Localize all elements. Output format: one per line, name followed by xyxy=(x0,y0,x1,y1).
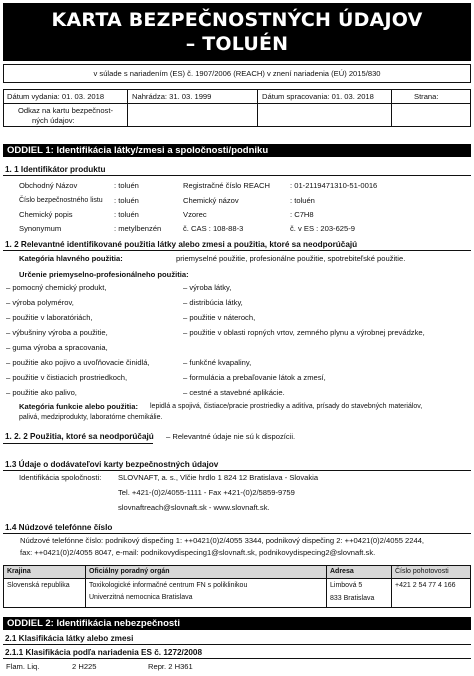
s12-main-category-label: Kategória hlavného použitia: xyxy=(19,254,123,263)
s12-main-category-value: priemyselné použitie, profesionálne použitie, spotrebiteľské použitie. xyxy=(176,254,406,263)
s11-row-label: č. CAS : 108-88-3 xyxy=(183,224,244,233)
use-item-right: – cestné a stavebné aplikácie. xyxy=(183,388,285,397)
s12-function-label: Kategória funkcie alebo použitia: xyxy=(19,402,138,411)
use-item-right: – použitie v oblasti ropných vrtov, zemného plynu a výrobnej prevádzke, xyxy=(183,328,425,337)
s11-row-label: Číslo bezpečnostného listu xyxy=(19,197,103,204)
s12-heading: 1. 2 Relevantné identifikované použitia látky alebo zmesi a použitia, ktoré sa neodporúčajú xyxy=(5,240,358,249)
s11-row-value: : toluén xyxy=(114,196,139,205)
s11-row-value: : toluén xyxy=(114,181,139,190)
s11-row-label: Registračné číslo REACH xyxy=(183,181,270,190)
s11-row-label: Chemický popis xyxy=(19,210,73,219)
use-item-left: – použitie ako palivo, xyxy=(6,388,77,397)
use-item-right: – distribúcia látky, xyxy=(183,298,243,307)
table-header-org: Oficiálny poradný orgán xyxy=(89,568,170,575)
s122-heading: 1. 2. 2 Použitia, ktoré sa neodporúčajú xyxy=(5,432,154,441)
section-2-heading: ODDIEL 2: Identifikácia nebezpečnosti xyxy=(3,617,471,630)
issue-date: Dátum vydania: 01. 03. 2018 xyxy=(7,92,105,101)
ref-label-2: ných údajov: xyxy=(32,116,75,125)
replaces-date: Nahrádza: 31. 03. 1999 xyxy=(132,92,212,101)
s13-company-line-2: Tel. +421-(0)2/4055-1111 - Fax +421-(0)2/5859-9759 xyxy=(118,488,295,497)
s11-row-value: : 01-2119471310-51-0016 xyxy=(290,181,378,190)
s11-heading-text: 1. 1 Identifikátor produktu xyxy=(5,165,106,174)
use-item-left: – použitie ako pojivo a uvoľňovacie činidlá, xyxy=(6,358,150,367)
processed-date: Dátum spracovania: 01. 03. 2018 xyxy=(262,92,374,101)
s12-function-value-1: lepidlá a spojivá, čistiace/pracie prostriedky a aditíva, prísady do stavebných materiálov, xyxy=(150,403,423,410)
use-item-right: – formulácia a prebaľovanie látok a zmesí, xyxy=(183,373,326,382)
s11-row-label: Vzorec xyxy=(183,210,207,219)
document-title-line-2: – TOLUÉN xyxy=(185,33,289,55)
document-title-bar xyxy=(3,3,471,61)
table-cell-org-1: Toxikologické informačné centrum FN s poliklinikou xyxy=(89,582,248,589)
table-header-country: Krajina xyxy=(7,568,31,575)
hazard-class-2: Repr. 2 H361 xyxy=(148,662,193,671)
s11-row-value: : C7H8 xyxy=(290,210,314,219)
table-cell-phone: +421 2 54 77 4 166 xyxy=(395,582,456,589)
use-item-left: – pomocný chemický produkt, xyxy=(6,283,107,292)
hazard-class: Flam. Liq. xyxy=(6,662,40,671)
table-cell-org-2: Univerzitná nemocnica Bratislava xyxy=(89,594,193,601)
s11-row-value: č. v ES : 203-625-9 xyxy=(290,224,356,233)
s11-row-value: : metylbenzén xyxy=(114,224,162,233)
use-item-left: – výbušniny výroba a použitie, xyxy=(6,328,108,337)
table-header-phone: Číslo pohotovosti xyxy=(395,568,449,575)
use-item-left: – použitie v čistiacich prostriedkoch, xyxy=(6,373,128,382)
s211-heading: 2.1.1 Klasifikácia podľa nariadenia ES č. 1272/2008 xyxy=(5,648,203,657)
s12-function-value-2: palivá, medziprodukty, laboratórne chemikálie. xyxy=(19,414,163,421)
table-cell-country: Slovenská republika xyxy=(7,582,70,589)
s13-company-line-1: SLOVNAFT, a. s., Vlčie hrdlo 1 824 12 Bratislava - Slovakia xyxy=(118,473,319,482)
s11-row-label: Chemický názov xyxy=(183,196,239,205)
s11-heading xyxy=(5,165,106,174)
s21-heading: 2.1 Klasifikácia látky alebo zmesi xyxy=(5,634,134,643)
s11-row-label: Synonymum xyxy=(19,224,62,233)
table-cell-address-1: Limbová 5 xyxy=(330,582,363,589)
s11-row-value: : toluén xyxy=(114,210,139,219)
use-item-left: – guma výroba a spracovania, xyxy=(6,343,108,352)
s14-emergency-line-1: Núdzové telefónne číslo: podnikový dispečing 1: ++0421(0)2/4055 3344, podnikový dispečing 2: ++0421(0)2/4055 2244, xyxy=(20,536,425,545)
use-item-right: – výroba látky, xyxy=(183,283,232,292)
s12-uses-label: Určenie priemyselno-profesionálneho použitia: xyxy=(19,270,189,279)
s11-row-label: Obchodný Názov xyxy=(19,181,78,190)
s122-value: – Relevantné údaje nie sú k dispozícii. xyxy=(166,432,296,441)
regulation-text: v súlade s nariadením (ES) č. 1907/2006 (REACH) v znení nariadenia (EÚ) 2015/830 xyxy=(93,69,381,78)
s11-row-value: : toluén xyxy=(290,196,315,205)
s13-heading: 1.3 Údaje o dodávateľovi karty bezpečnostných údajov xyxy=(5,460,219,469)
use-item-right: – funkčné kvapaliny, xyxy=(183,358,252,367)
document-title-line-1: KARTA BEZPEČNOSTNÝCH ÚDAJOV xyxy=(51,9,423,31)
s14-emergency-line-2: fax: ++0421(0)2/4055 8047, e-mail: podnikovydispecing1@slovnaft.sk, podnikovydispecing2@slovnaft.sk. xyxy=(20,548,376,557)
use-item-left: – výroba polymérov, xyxy=(6,298,74,307)
ref-label-1: Odkaz na kartu bezpečnost- xyxy=(18,106,113,115)
s13-company-line-3: slovnaftreach@slovnaft.sk - www.slovnaft.sk. xyxy=(118,503,270,512)
hazard-code: 2 H225 xyxy=(72,662,97,671)
s14-heading: 1.4 Núdzové telefónne číslo xyxy=(5,523,113,532)
s13-company-label: Identifikácia spoločnosti: xyxy=(19,473,102,482)
table-header-address: Adresa xyxy=(330,568,354,575)
use-item-left: – použitie v laboratóriách, xyxy=(6,313,93,322)
table-cell-address-2: 833 Bratislava xyxy=(330,595,375,602)
section-1-heading: ODDIEL 1: Identifikácia látky/zmesi a spoločnosti/podniku xyxy=(3,144,471,157)
page-label: Strana: xyxy=(414,92,439,101)
use-item-right: – použitie v náteroch, xyxy=(183,313,256,322)
